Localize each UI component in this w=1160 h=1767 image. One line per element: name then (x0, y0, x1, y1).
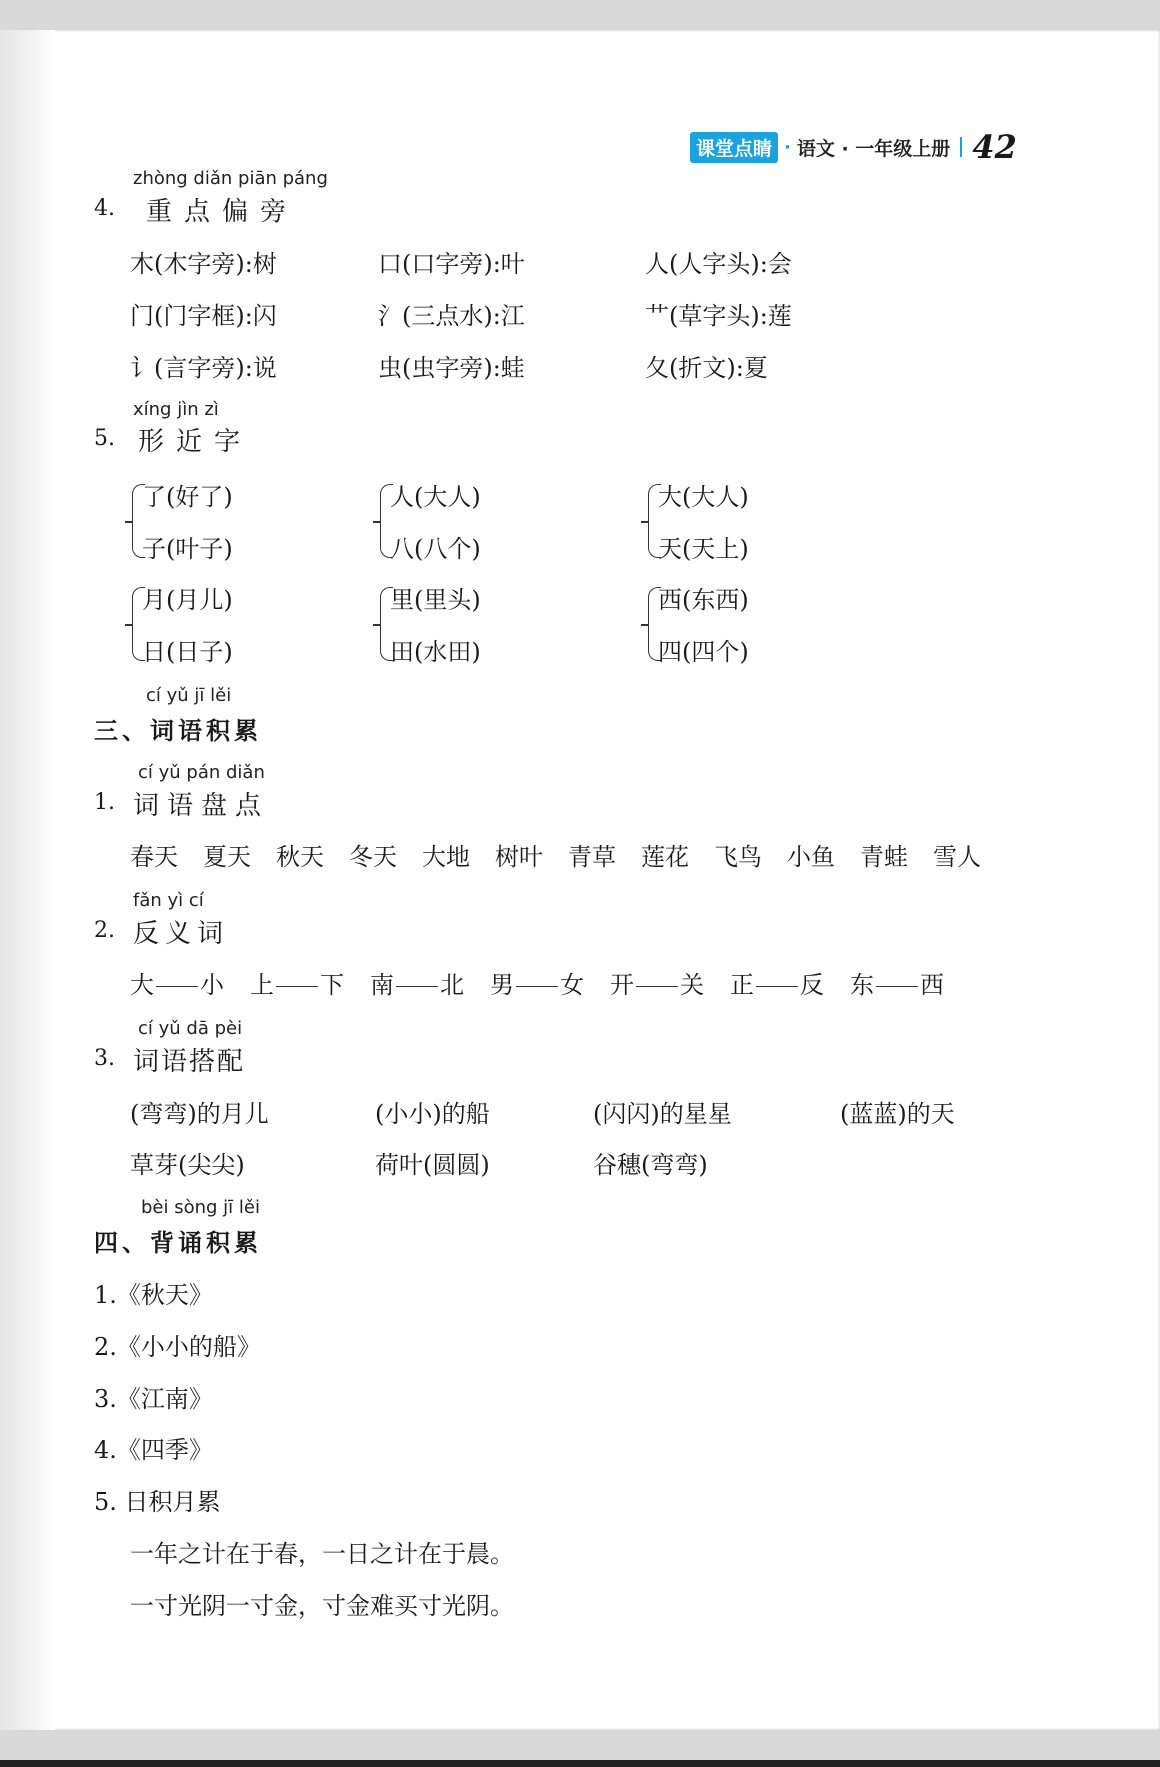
radical-item: 虫(虫字旁):蛙 (378, 354, 525, 382)
antonym-word: 大 (130, 971, 154, 999)
antonym-pinyin: fǎn yì cí (133, 890, 204, 911)
similar-char: 月(月儿) (142, 586, 233, 614)
collocation-item: 草芽(尖尖) (130, 1151, 245, 1179)
dash-line (396, 986, 438, 987)
antonym-pair (850, 965, 944, 1000)
word-item: 小鱼 (787, 843, 835, 871)
similar-char: 了(好了) (142, 483, 233, 511)
dash-line (276, 986, 318, 987)
radical-item: 木(木字旁):树 (130, 250, 277, 278)
similar-char: 四(四个) (658, 638, 749, 666)
dash-line (876, 986, 918, 987)
page-number: 42 (972, 128, 1017, 166)
similar-char: 大(大人) (658, 483, 749, 511)
word-item: 莲花 (641, 843, 689, 871)
header-divider (960, 137, 962, 157)
recite-item: 1.《秋天》 (94, 1281, 213, 1309)
similar-char: 日(日子) (142, 638, 233, 666)
antonym-word: 北 (440, 971, 464, 999)
antonym-pair (250, 965, 344, 1000)
recite-item: 2.《小小的船》 (94, 1333, 261, 1361)
antonym-word: 上 (250, 971, 274, 999)
dash-line (636, 986, 678, 987)
radical-item: 讠(言字旁):说 (130, 354, 277, 382)
collocation-item: (弯弯)的月儿 (130, 1100, 269, 1128)
sec3-title: 三、词语积累 (94, 717, 262, 745)
collocation-item: 谷穗(弯弯) (593, 1151, 708, 1179)
page-paper (0, 30, 1160, 1730)
antonym-list (130, 965, 944, 1000)
word-item: 飞鸟 (714, 843, 762, 871)
recite-item: 3.《江南》 (94, 1385, 213, 1413)
radical-item: 艹(草字头):莲 (645, 302, 792, 330)
similar-char: 田(水田) (390, 638, 481, 666)
sec3-pinyin: cí yǔ jī lěi (146, 685, 232, 706)
word-list (130, 837, 981, 872)
dash-line (756, 986, 798, 987)
proverb-line: 一年之计在于春，一日之计在于晨。 (130, 1540, 514, 1568)
collocation-item: (蓝蓝)的天 (840, 1100, 955, 1128)
collocation-item: (小小)的船 (375, 1100, 490, 1128)
radical-item: 人(人字头):会 (645, 250, 792, 278)
s5-pinyin: xíng jìn zì (133, 399, 219, 420)
words-pinyin: cí yǔ pán diǎn (138, 762, 265, 783)
word-item: 大地 (422, 843, 470, 871)
radical-item: 口(口字旁):叶 (378, 250, 525, 278)
word-item: 夏天 (203, 843, 251, 871)
collocation-item: 荷叶(圆圆) (375, 1151, 490, 1179)
collocation-pinyin: cí yǔ dā pèi (138, 1018, 243, 1039)
page-header (690, 128, 1017, 166)
antonym-word: 小 (200, 971, 224, 999)
dash-line (516, 986, 558, 987)
antonym-word: 东 (850, 971, 874, 999)
words-number: 1. (94, 790, 115, 815)
radical-item: 氵(三点水):江 (378, 302, 525, 330)
antonym-word: 男 (490, 971, 514, 999)
antonym-word: 正 (730, 971, 754, 999)
recite-item: 5. 日积月累 (94, 1488, 221, 1516)
word-item: 青草 (568, 843, 616, 871)
radical-item: 夂(折文):夏 (645, 354, 768, 382)
recite-item: 4.《四季》 (94, 1436, 213, 1464)
similar-char: 八(八个) (390, 535, 481, 563)
word-item: 树叶 (495, 843, 543, 871)
separator-dot: · (784, 136, 791, 158)
antonym-word: 反 (800, 971, 824, 999)
s5-title: 形近字 (138, 427, 253, 457)
antonym-word: 关 (680, 971, 704, 999)
antonym-pair (490, 965, 584, 1000)
brand-badge: 课堂点睛 (690, 132, 778, 163)
s4-title: 重点偏旁 (146, 197, 299, 227)
collocation-title: 词语搭配 (133, 1047, 246, 1077)
words-title: 词语盘点 (133, 791, 270, 821)
antonym-number: 2. (94, 918, 115, 943)
radical-item: 门(门字框):闪 (130, 302, 277, 330)
similar-char: 子(叶子) (142, 535, 233, 563)
s4-number: 4. (94, 196, 115, 221)
s4-pinyin: zhòng diǎn piān páng (133, 168, 328, 189)
antonym-pair (130, 965, 224, 1000)
subject-label: 语文 · 一年级上册 (796, 137, 951, 160)
antonym-word: 下 (320, 971, 344, 999)
antonym-word: 女 (560, 971, 584, 999)
word-item: 秋天 (276, 843, 324, 871)
similar-char: 里(里头) (390, 586, 481, 614)
similar-char: 天(天上) (658, 535, 749, 563)
bottom-bar (0, 1760, 1160, 1767)
dash-line (156, 986, 198, 987)
similar-char: 人(大人) (390, 483, 481, 511)
word-item: 冬天 (349, 843, 397, 871)
antonym-word: 南 (370, 971, 394, 999)
sec4-title: 四、背诵积累 (94, 1229, 262, 1257)
collocation-item: (闪闪)的星星 (593, 1100, 732, 1128)
antonym-pair (370, 965, 464, 1000)
sec4-pinyin: bèi sòng jī lěi (141, 1197, 260, 1218)
collocation-number: 3. (94, 1046, 115, 1071)
antonym-pair (610, 965, 704, 1000)
word-item: 青蛙 (860, 843, 908, 871)
similar-char: 西(东西) (658, 586, 749, 614)
antonym-title: 反义词 (133, 919, 230, 949)
antonym-pair (730, 965, 824, 1000)
antonym-word: 西 (920, 971, 944, 999)
s5-number: 5. (94, 426, 115, 451)
antonym-word: 开 (610, 971, 634, 999)
proverb-line: 一寸光阴一寸金，寸金难买寸光阴。 (130, 1592, 514, 1620)
word-item: 雪人 (933, 843, 981, 871)
word-item: 春天 (130, 843, 178, 871)
